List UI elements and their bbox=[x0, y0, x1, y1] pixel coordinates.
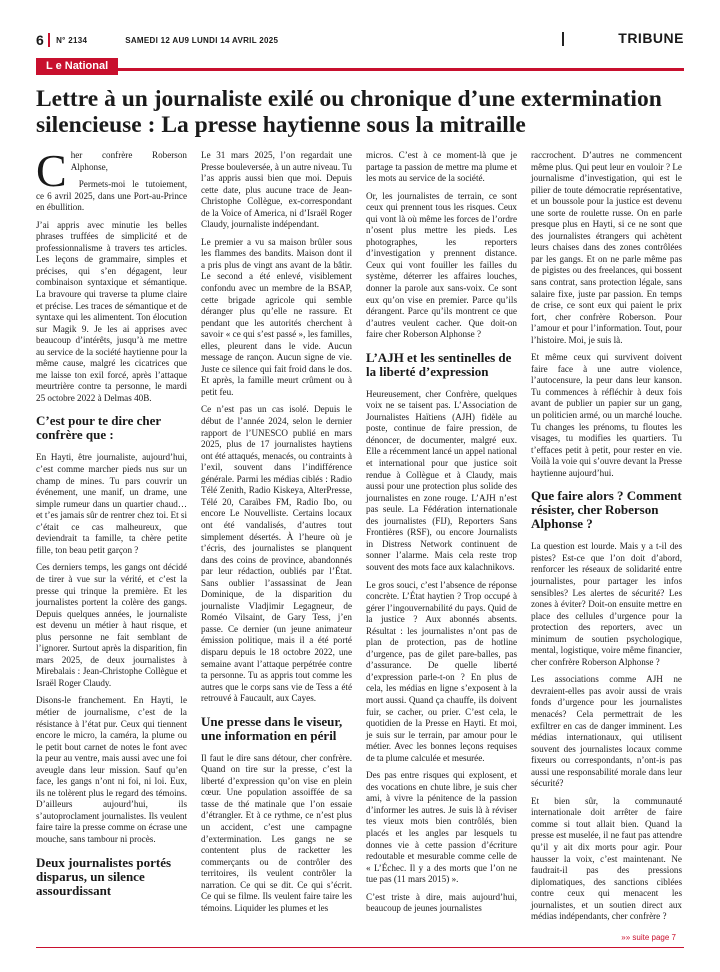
page-number: 6 bbox=[36, 32, 45, 48]
column-3 bbox=[366, 150, 517, 940]
header-divider bbox=[48, 33, 50, 47]
paragraph: En Hayti, être journaliste, aujourd’hui, c’est comme marcher pieds nus sur un champ de mines. Tu pars couvrir un événement, une manif, un drame, une simple rumeur dans un quartier chaud… et t’es jamais sûr de rentrer chez toi. Et si c’était ce cas malheureux, que deviendrait ta famille, ta chère petite fille, ton beau petit garçon ? bbox=[36, 452, 188, 555]
paragraph: C’est triste à dire, mais aujourd’hui, beaucoup de jeunes journalistes bbox=[366, 891, 517, 914]
section-divider bbox=[562, 32, 564, 46]
paragraph: Heureusement, cher Confrère, quelques voix ne se taisent pas. L’Association de Journalistes Haïtiens (AJH) fidèle au poste, continue de faire pression, de dénoncer, de documenter, malgré eux. Elle a récemment lancé un appel national et international pour que justice soit rendue à Collègue et à Claudy, mais aussi pour une protection plus solide des journalistes en zone rouge. L’AJH n’est pas seule. La Fédération internationale des journalistes (FIJ), Reporters Sans Frontières (RSF), ou encore Journalists in Distress Network continuent de sonner l’alarme. Mais cela reste trop souvent des mots face aux kalachnikovs. bbox=[366, 388, 517, 572]
subheading: L’AJH et les sentinelles de la liberté d’expression bbox=[366, 349, 512, 379]
publication-tag: L e National bbox=[36, 58, 118, 75]
paragraph: Il faut le dire sans détour, cher confrère. Quand on tire sur la presse, c’est la liberté d’expression qu’on vise en plein cœur. Une population assoiffée de sa tasse de thé matinale que l’on essaie d’étrangler. Et à ce rythme, ce n’est plus un accident, c’est une campagne d’extermination. Les gangs ne se contentent plus de racketter les commerçants ou de contrôler des territoires, ils veulent contrôler la narration. Ce qui se dit. Ce qui s’écrit. Ce qui se filme. Ils veulent faire taire les témoins. Liquider les plumes et les bbox=[201, 752, 352, 913]
column-1 bbox=[36, 145, 188, 940]
continued-link[interactable]: »» suite page 7 bbox=[621, 933, 676, 942]
paragraph: Et bien sûr, la communauté internationale doit arrêter de faire comme si tout allait bien. Quand la presse est muselée, il ne faut pas attendre qu’il y ait dix morts pour agir. Pour hausser la voix, c’est maintenant. Ne faudrait-il pas des pressions diplomatiques, des sanctions ciblées contre ceux qui menacent les journalistes, et un soutien direct aux médias indépendants, cher confrère ? bbox=[531, 795, 682, 922]
paragraph: Et même ceux qui survivent doivent faire face à une autre violence, l’autocensure, la peur dans leur kanson. Tu commences à réfléchir à deux fois avant de publier un papier sur un gang, un politicien armé, ou un marché louche. Tu changes les prénoms, tu floutes les visages, tu modifies les quartiers. Tu t’effaces petit à petit, pour rester en vie. Voilà la voie qui s’ouvre devant la Presse haytienne aujourd’hui. bbox=[531, 352, 682, 478]
paragraph: raccrochent. D’autres ne commencent même plus. Qui peut leur en vouloir ? Le journalisme d’investigation, qui est le pilier de toute démocratie représentative, et un boussole pour la justice est devenu une sorte de roulette russe. On en parle presque plus en Hayti, si ce ne sont que des journalistes étrangers qui achètent leurs chaises dans des zones contrôlées par les gangs. Et on ne parle même pas de pigistes ou des freelances, qui bossent sans contrat, sans protection légale, sans salaire fixe, juste par passion. En temps de crise, ce sont eux qui paient le prix fort, cher confrère Roberson. Pour l’amour et pour l’information. Tout, pour l’histoire. Moi, je suis là. bbox=[531, 150, 682, 345]
subheading: Une presse dans le viseur, une information en péril bbox=[201, 713, 343, 743]
paragraph: La question est lourde. Mais y a t-il des pistes? Est-ce que l’on doit d’abord, renforcer les réseaux de solidarité entre journalistes, pour partager les infos sensibles? Les alertes de sécurité? Les zones à éviter? Doit-on ensuite mettre en place des cellules d’urgence pour la protection des reporters, avec un minimum de soutien psychologique, mental, logistique, voire même financier, cher confrère Roberson Alphonse ? bbox=[531, 541, 682, 667]
paragraph: Le gros souci, c’est l’absence de réponse concrète. L’État haytien ? Trop occupé à gérer l’ingouvernabilité du pays. Quid de la justice ? Aux abonnés absents. Résultat : les journalistes n’ont pas de plan de protection, pas de hotline d’urgence, pas de gilet pare-balles, pas d’assurance. De quelle liberté d’expression parle-t-on ? En plus de cela, les médias en ligne s’exposent à la mort aussi. Quand ça chauffe, ils doivent fuir, se cacher, ou prier. C’est cela, le quotidien de la Presse en Hayti. Et moi, je suis sur le terrain, par amour pour le métier. Avec les bonnes leçons requises de ta plume calculée et mesurée. bbox=[366, 579, 517, 763]
paragraph: J’ai appris avec minutie les belles phrases truffées de simplicité et de professionnalisme à travers tes articles. Les leçons de grammaire, simples et précises, qui s’en dégagent, leur combinaison syntaxique et sémantique. La bravoure qui traverse ta plume claire et précise. Les traces de sémantique et de syntaxe qui les alimentent. Ton élocution sur Magik 9. Je les ai apprises avec beaucoup d’intérêts, jusqu’à me mettre au service de la société haytienne pour la même cause, malgré les cicatrices que me laisse ton exil forcé, après l’attaque meurtrière contre ta personne, le mardi 25 octobre 2022 à Delmas 40B. bbox=[36, 219, 187, 403]
paragraph: Ces derniers temps, les gangs ont décidé de tirer à vue sur la vérité, et c’est la presse qui trinque la première. Et les journalistes portent la colère des gangs. Depuis quelques années, le journaliste est devenu un métier à haut risque, et plus personne ne fait semblant de l’ignorer. Surtout après la disparition, fin mars 2025, de deux journalistes à Mirebalais : Jean-Christophe Collègue et Israël Roger Claudy. bbox=[36, 562, 187, 688]
drop-cap: C bbox=[36, 145, 67, 196]
column-2 bbox=[201, 150, 352, 940]
paragraph: Les associations comme AJH ne devraient-elles pas avoir aussi de vrais fonds d’urgence pour les journalistes menacés? Cela permettrait de les exfiltrer en cas de danger imminent. Les médias internationaux, qui utilisent souvent des journalistes locaux comme fixeurs ou correspondants, n’ont-is pas aussi une responsabilité morale dans leur sécurité? bbox=[531, 674, 682, 789]
page-header bbox=[36, 30, 684, 50]
subheading: Deux journalistes portés disparus, un silence assourdissant bbox=[36, 854, 172, 898]
column-4 bbox=[531, 150, 682, 940]
footer-rule bbox=[36, 947, 684, 948]
paragraph: micros. C’est à ce moment-là que je partage ta passion de mettre ma plume et les mots au service de la société. bbox=[366, 150, 517, 184]
section-label: TRIBUNE bbox=[618, 30, 684, 46]
salutation: her confrère Roberson Alphonse, bbox=[70, 150, 187, 172]
paragraph: Disons-le franchement. En Hayti, le métier de journalisme, c’est de la résistance à l’état pur. Ceux qui tiennent encore le micro, la caméra, la plume ou le petit bout carnet de notes le font avec la peur au ventre, mais aussi avec une foi aveugle dans leur mission. Sauf qu’en face, les gangs n’ont ni foi, ni loi. Eux, ils ne tolèrent plus le regard des témoins. D’ailleurs aujourd’hui, ils s’autoproclament journalistes. Ils veulent faire taire la presse comme on écrase une mouche, sans tambour ni procès. bbox=[36, 695, 187, 844]
paragraph: Des pas entre risques qui explosent, et des vocations en chute libre, je suis cher ami, à vivre la pénitence de la passion d’informer les autres. Je suis là à réviser tes vieux mots bien contrôlés, bien placés et les angles par lesquels tu donnes vie à cette passion d’écriture redoutable et mesurable comme celle de « L’Échec. Il y a des morts que l’on ne tue pas (11 mars 2015) ». bbox=[366, 770, 517, 885]
subheading: Que faire alors ? Comment résister, cher Roberson Alphonse ? bbox=[531, 488, 682, 532]
subheading: C’est pour te dire cher confrère que : bbox=[36, 413, 161, 443]
header-rule bbox=[36, 68, 684, 71]
article-body bbox=[36, 145, 684, 940]
paragraph: Ce n’est pas un cas isolé. Depuis le début de l’année 2024, selon le dernier rapport de l’UNESCO publié en mars 2025, plus de 17 journalistes haytiens ont été attaqués, menacés, ou contraints à l’exil, souvent dans l’indifférence générale. Parmi les médias ciblés : Radio Télé Zenith, Radio Kiskeya, AlterPresse, Télé 20, Caraïbes FM, Radio Ibo, ou encore Le Nouvelliste. Certains locaux ont été vandalisés, d’autres tout simplement désertés. À l’heure où je t’écris, des journalistes se planquent dans des coins de province, abandonnés par leur rédaction, oubliés par l’État. Sans oublier l’assassinat de Jean Dominique, de la disparition du journaliste Vladjimir Legagneur, de Roméo Vilsaint, de Gary Tess, j’en passe. Ce dernier (un jeune animateur émission politique, mais il a été porté disparu depuis le 18 octobre 2022, une semaine avant l’attaque perpétrée contre ta personne. Tu as appris tout comme les autres que le corps sans vie de Tess a été retrouvé à Faucault, aux Cayes. bbox=[201, 404, 353, 704]
paragraph: Le 31 mars 2025, l’on regardait une Presse bouleversée, à un autre niveau. Tu l’as appris aussi bien que moi. Depuis cette date, plus aucune trace de Jean-Christophe Collègue, ex-correspondant de la Voice of America, ni d’Israël Roger Claudy, journaliste indépendant. bbox=[201, 150, 352, 230]
paragraph: Permets-moi le tutoiement, ce 6 avril 2025, dans une Port-au-Prince en ébullition. bbox=[36, 179, 187, 213]
issue-number: N° 2134 bbox=[56, 35, 88, 45]
paragraph: Or, les journalistes de terrain, ce sont ceux qui prennent tous les risques. Ceux qui vont là où même les forces de l’ordre n’osent plus mettre les pieds. Les photographes, les reporters d’investigation y prennent distance. Ceux qui vont fouiller les failles du système, déterrer les affaires louches, donner la parole aux sans-voix. Ce sont eux qu’on vise en premier. Parce qu’ils dérangent. Parce qu’ils montrent ce que d’autres veulent cacher. Que doit-on faire cher Roberson Alphonse ? bbox=[366, 190, 517, 340]
dateline: SAMEDI 12 AU9 LUNDI 14 AVRIL 2025 bbox=[125, 35, 279, 45]
paragraph: Le premier a vu sa maison brûler sous les flammes des bandits. Maison dont il a pris plus de vingt ans avant de la bâtir. Le second a été enlevé, visiblement confondu avec un membre de la BSAP, cette brigade agricole qui semble déranger plus qu’elle ne rassure. Et pendant que les autorités cherchent à savoir « ce qui s’est passé », les familles, elles, pleurent dans le vide. Aucun message de rançon. Aucun signe de vie. Juste ce silence qui fait froid dans le dos. Et après, la famille meurt crûment ou à petit feu. bbox=[201, 236, 352, 397]
article-title: Lettre à un journaliste exilé ou chronique d’une extermination silencieuse : La presse haytienne sous la mitraille bbox=[36, 86, 662, 138]
